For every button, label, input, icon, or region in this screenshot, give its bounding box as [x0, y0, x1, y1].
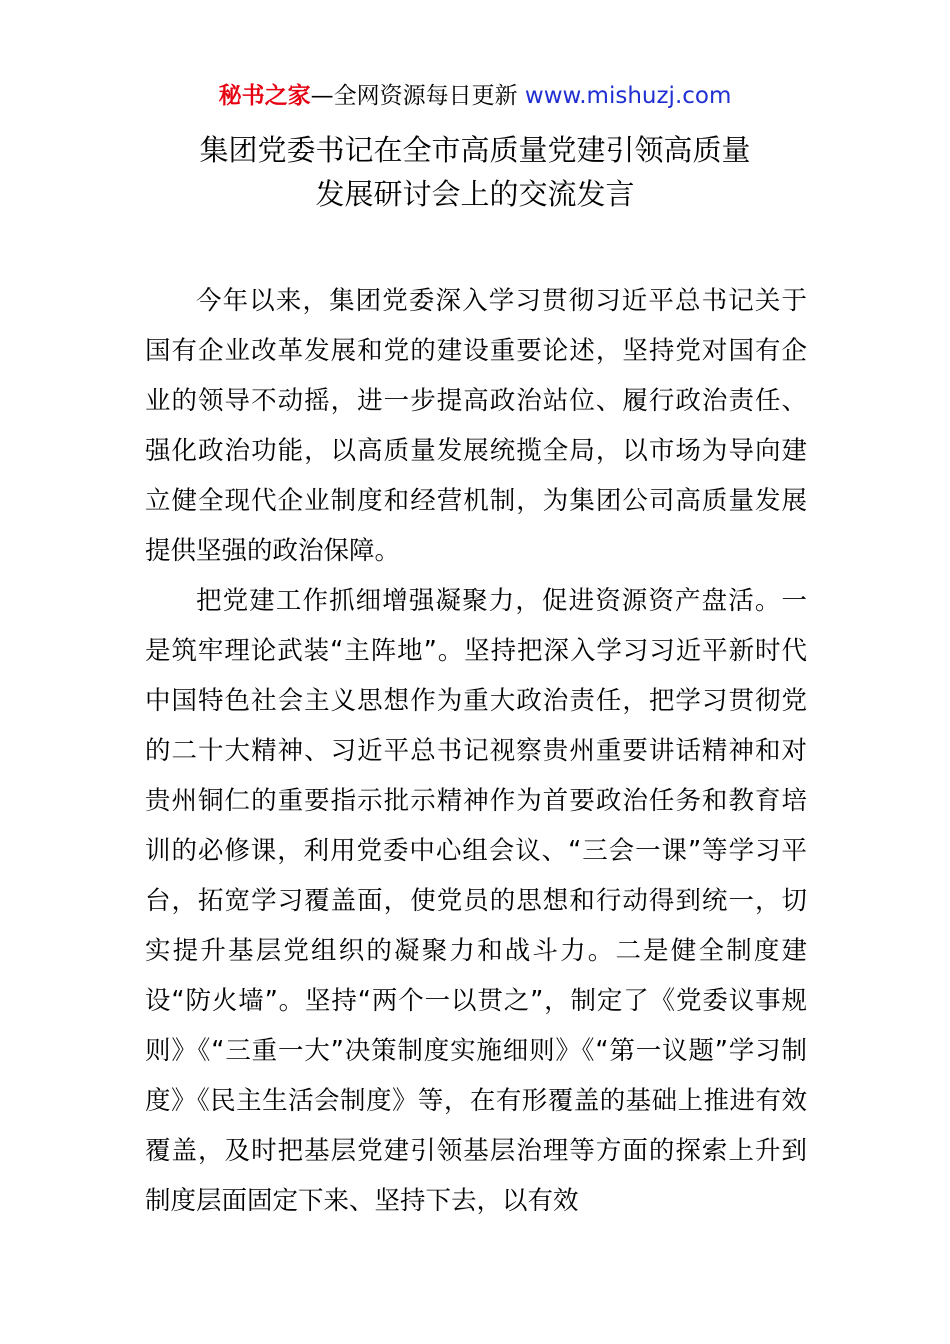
site-url-link[interactable]: www.mishuzj.com — [524, 83, 732, 109]
header-tagline: —全网资源每日更新 — [310, 83, 525, 109]
title-line-2: 发展研讨会上的交流发言 — [315, 177, 635, 211]
site-header — [0, 80, 950, 112]
title-line-1: 集团党委书记在全市高质量党建引领高质量 — [199, 133, 751, 167]
body-paragraph-2: 把党建工作抓细增强凝聚力，促进资源资产盘活。一是筑牢理论武装“主阵地”。坚持把深入学习习近平新时代中国特色社会主义思想作为重大政治责任，把学习贯彻党的二十大精神、习近平总书记视察贵州重要讲话精神和对贵州铜仁的重要指示批示精神作为首要政治任务和教育培训的必修课，利用党委中心组会议、“三会一课”等学习平台，拓宽学习覆盖面，使党员的思想和行动得到统一，切实提升基层党组织的凝聚力和战斗力。二是健全制度建设“防火墙”。坚持“两个一以贯之”，制定了《党委议事规则》《“三重一大”决策制度实施细则》《“第一议题”学习制度》《民主生活会制度》等，在有形覆盖的基础上推进有效覆盖，及时把基层党建引领基层治理等方面的探索上升到制度层面固定下来、坚持下去，以有效 — [145, 586, 807, 1216]
brand-name: 秘书之家 — [218, 83, 311, 109]
document-title — [0, 128, 950, 216]
body-paragraph-1: 今年以来，集团党委深入学习贯彻习近平总书记关于国有企业改革发展和党的建设重要论述，坚持党对国有企业的领导不动摇，进一步提高政治站位、履行政治责任、强化政治功能，以高质量发展统揽全局，以市场为导向建立健全现代企业制度和经营机制，为集团公司高质量发展提供坚强的政治保障。 — [145, 286, 807, 566]
document-body — [145, 276, 807, 1226]
